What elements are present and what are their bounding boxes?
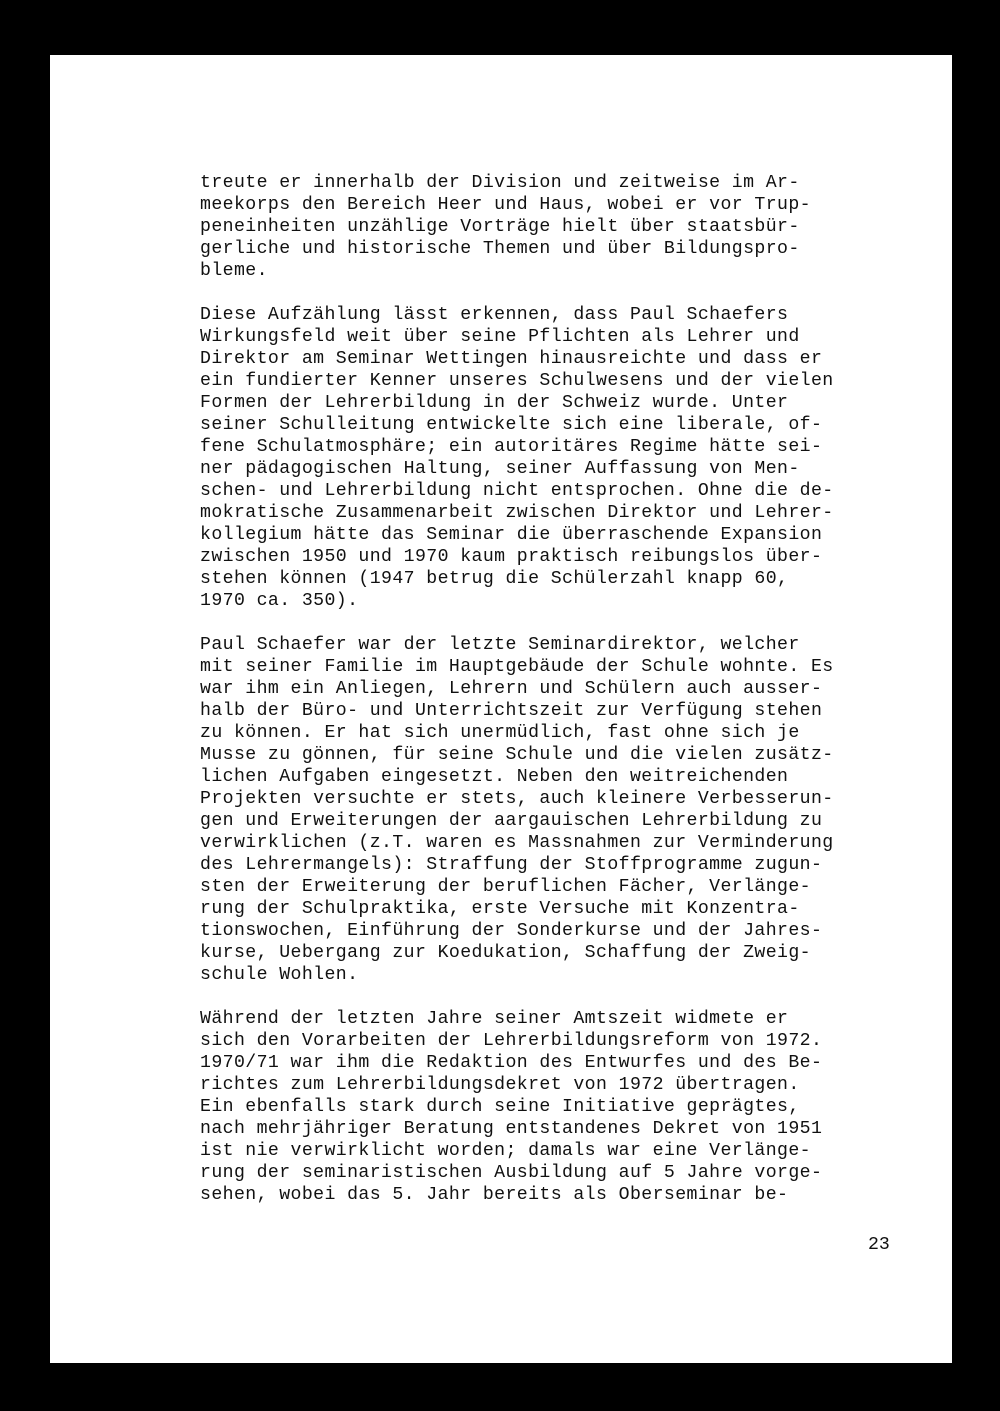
text-line: schen- und Lehrerbildung nicht entsprochen. Ohne die de- [200, 481, 834, 501]
text-line: rung der seminaristischen Ausbildung auf 5 Jahre vorge- [200, 1163, 823, 1183]
text-line: Wirkungsfeld weit über seine Pflichten als Lehrer und [200, 327, 800, 347]
text-line: tionswochen, Einführung der Sonderkurse und der Jahres- [200, 921, 823, 941]
paragraph [200, 172, 920, 282]
text-line: sehen, wobei das 5. Jahr bereits als Oberseminar be- [200, 1185, 789, 1205]
text-line: Paul Schaefer war der letzte Seminardirektor, welcher [200, 635, 800, 655]
text-line: Projekten versuchte er stets, auch kleinere Verbesserun- [200, 789, 834, 809]
text-line: seiner Schulleitung entwickelte sich eine liberale, of- [200, 415, 823, 435]
text-line: fene Schulatmosphäre; ein autoritäres Regime hätte sei- [200, 437, 823, 457]
text-line: lichen Aufgaben eingesetzt. Neben den weitreichenden [200, 767, 789, 787]
paragraph [200, 304, 920, 612]
document-page [50, 55, 952, 1363]
text-line: bleme. [200, 261, 268, 281]
text-line: nach mehrjähriger Beratung entstandenes Dekret von 1951 [200, 1119, 823, 1139]
text-line: Diese Aufzählung lässt erkennen, dass Paul Schaefers [200, 305, 789, 325]
text-line: Formen der Lehrerbildung in der Schweiz wurde. Unter [200, 393, 789, 413]
text-line: 1970/71 war ihm die Redaktion des Entwurfes und des Be- [200, 1053, 823, 1073]
text-line: Ein ebenfalls stark durch seine Initiative geprägtes, [200, 1097, 800, 1117]
text-line: mit seiner Familie im Hauptgebäude der Schule wohnte. Es [200, 657, 834, 677]
text-line: ein fundierter Kenner unseres Schulwesens und der vielen [200, 371, 834, 391]
text-line: kollegium hätte das Seminar die überraschende Expansion [200, 525, 823, 545]
text-line: treute er innerhalb der Division und zeitweise im Ar- [200, 173, 800, 193]
text-line: zu können. Er hat sich unermüdlich, fast ohne sich je [200, 723, 800, 743]
text-line: gen und Erweiterungen der aargauischen Lehrerbildung zu [200, 811, 823, 831]
paragraph [200, 1008, 920, 1206]
text-line: Musse zu gönnen, für seine Schule und die vielen zusätz- [200, 745, 834, 765]
text-line: schule Wohlen. [200, 965, 359, 985]
text-line: sten der Erweiterung der beruflichen Fächer, Verlänge- [200, 877, 811, 897]
paragraph [200, 634, 920, 986]
text-line: stehen können (1947 betrug die Schülerzahl knapp 60, [200, 569, 789, 589]
text-line: sich den Vorarbeiten der Lehrerbildungsreform von 1972. [200, 1031, 823, 1051]
text-line: rung der Schulpraktika, erste Versuche mit Konzentra- [200, 899, 800, 919]
text-line: ner pädagogischen Haltung, seiner Auffassung von Men- [200, 459, 800, 479]
text-line: war ihm ein Anliegen, Lehrern und Schülern auch ausser- [200, 679, 823, 699]
text-line: halb der Büro- und Unterrichtszeit zur Verfügung stehen [200, 701, 823, 721]
text-line: richtes zum Lehrerbildungsdekret von 1972 übertragen. [200, 1075, 800, 1095]
text-line: mokratische Zusammenarbeit zwischen Direktor und Lehrer- [200, 503, 834, 523]
text-line: 1970 ca. 350). [200, 591, 359, 611]
page-number: 23 [868, 1235, 890, 1255]
text-line: peneinheiten unzählige Vorträge hielt über staatsbür- [200, 217, 800, 237]
text-line: kurse, Uebergang zur Koedukation, Schaffung der Zweig- [200, 943, 811, 963]
text-line: des Lehrermangels): Straffung der Stoffprogramme zugun- [200, 855, 823, 875]
text-line: ist nie verwirklicht worden; damals war eine Verlänge- [200, 1141, 811, 1161]
text-line: Direktor am Seminar Wettingen hinausreichte und dass er [200, 349, 823, 369]
body-text [200, 172, 920, 1228]
text-line: gerliche und historische Themen und über Bildungspro- [200, 239, 800, 259]
text-line: meekorps den Bereich Heer und Haus, wobei er vor Trup- [200, 195, 811, 215]
text-line: Während der letzten Jahre seiner Amtszeit widmete er [200, 1009, 789, 1029]
text-line: zwischen 1950 und 1970 kaum praktisch reibungslos über- [200, 547, 823, 567]
text-line: verwirklichen (z.T. waren es Massnahmen zur Verminderung [200, 833, 834, 853]
